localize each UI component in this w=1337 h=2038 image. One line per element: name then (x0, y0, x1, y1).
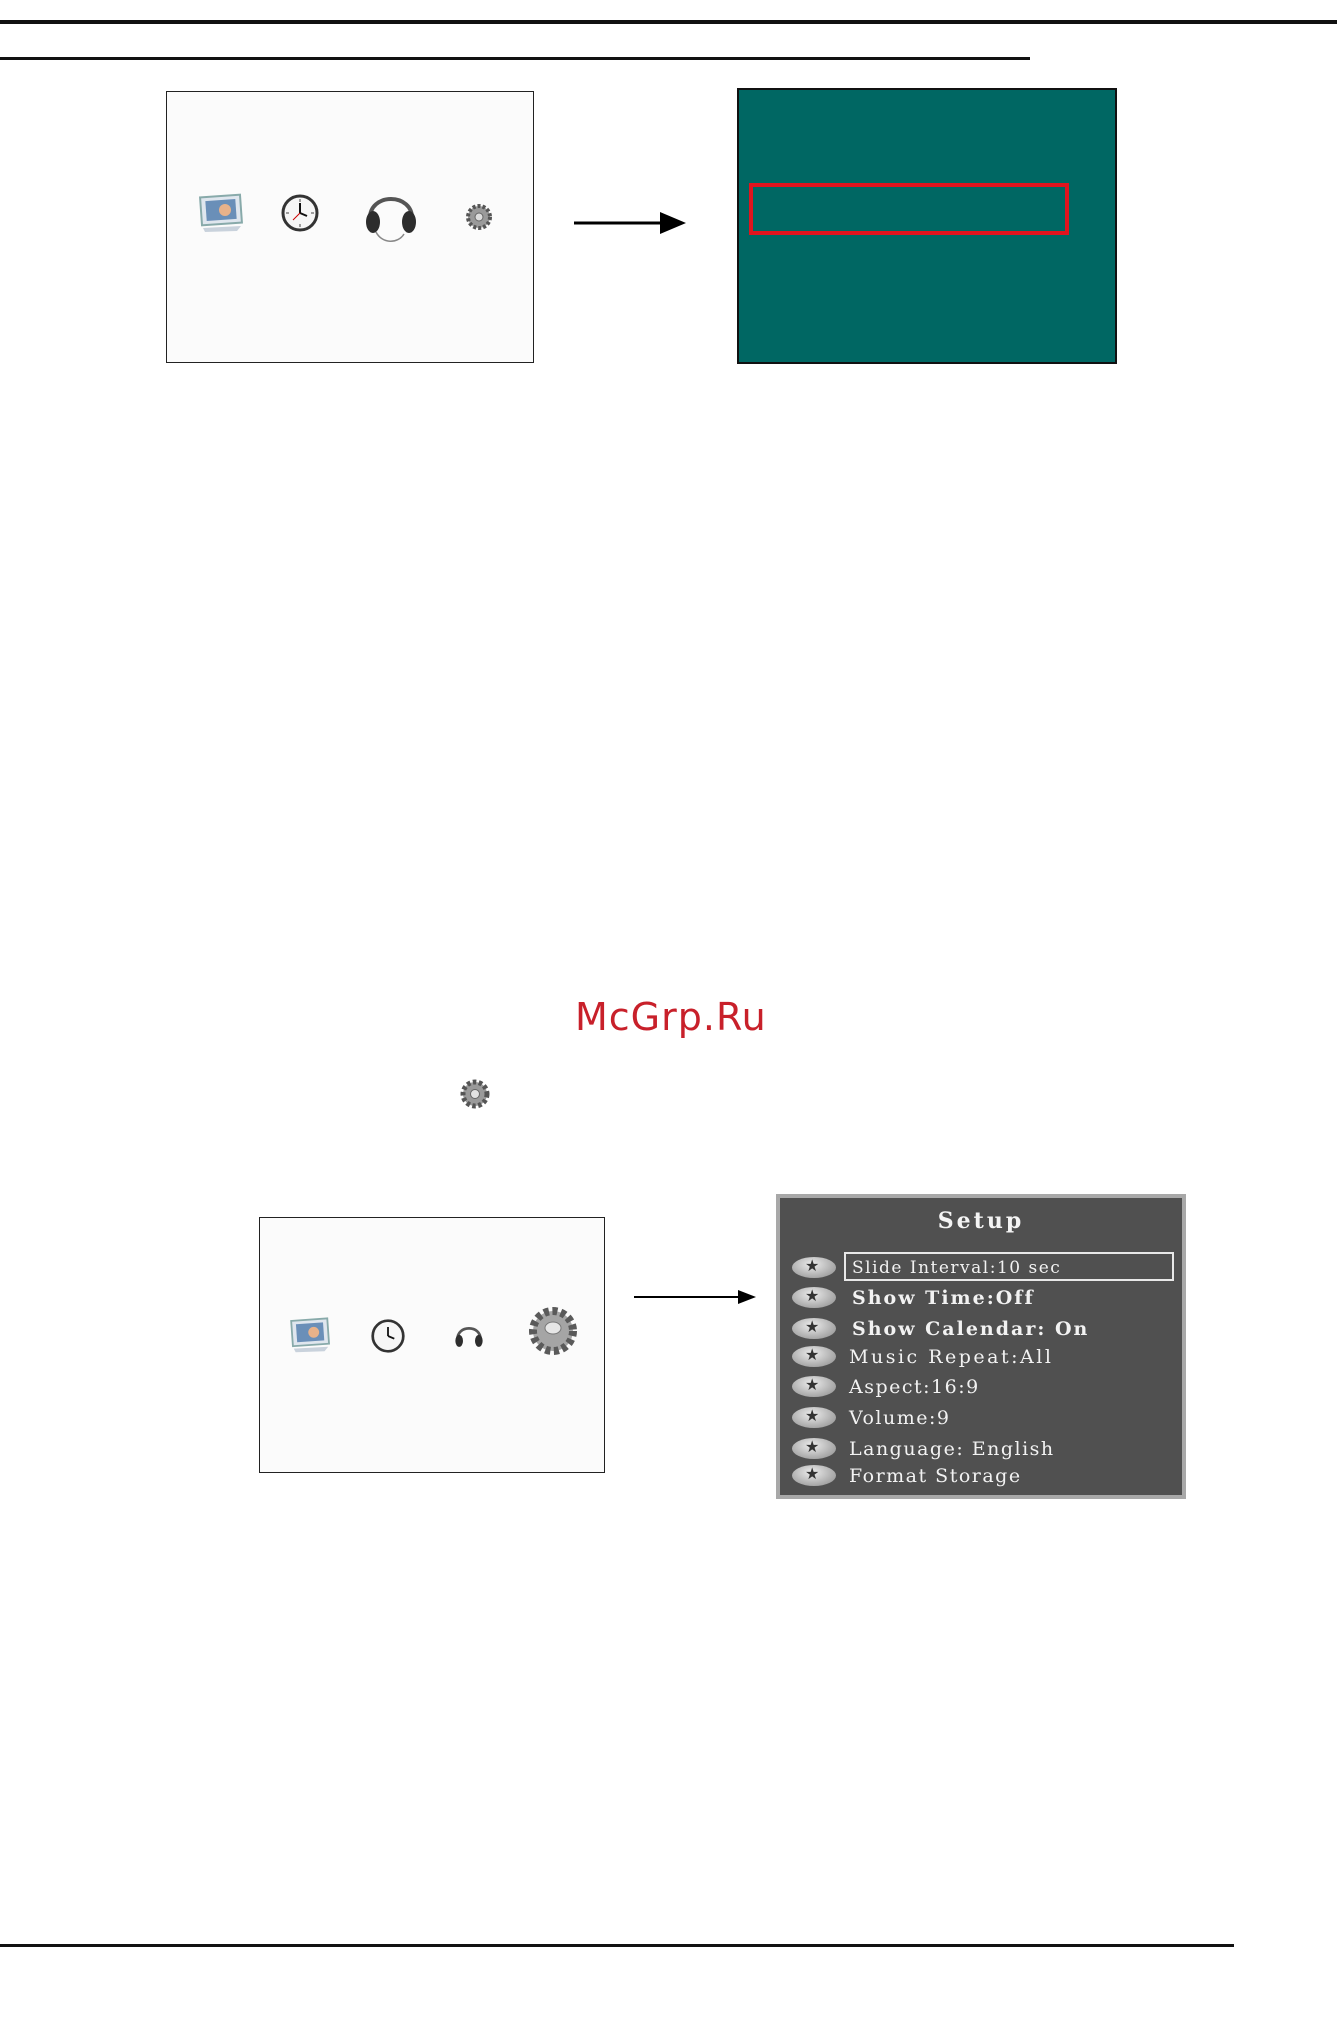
setup-item-volume[interactable] (792, 1405, 1176, 1431)
star-bullet-icon (792, 1465, 836, 1486)
star-bullet-icon (792, 1257, 836, 1278)
setup-item-language[interactable] (792, 1436, 1176, 1462)
gear-icon (464, 203, 494, 231)
main-menu-screen-music (166, 91, 534, 363)
header-rule-top (0, 20, 1337, 24)
gear-icon-inline (458, 1078, 492, 1110)
selected-track-highlight (749, 183, 1069, 235)
clock-icon (370, 1318, 406, 1354)
header-rule-bottom (0, 57, 1030, 60)
star-bullet-icon (792, 1346, 836, 1367)
setup-item-label: Slide Interval:10 sec (852, 1258, 1062, 1278)
clock-icon (280, 193, 320, 233)
photo-frame-icon (288, 1316, 334, 1354)
setup-item-show-calendar[interactable] (792, 1316, 1176, 1342)
setup-item-label: Show Time:Off (852, 1287, 1035, 1309)
star-bullet-icon (792, 1318, 836, 1339)
setup-title: Setup (937, 1208, 1025, 1234)
headphones-icon (453, 1318, 485, 1354)
setup-item-label: Volume:9 (849, 1407, 951, 1429)
setup-menu-screen (776, 1194, 1186, 1499)
footer-rule (0, 1944, 1234, 1947)
watermark: McGrp.Ru (575, 995, 767, 1039)
setup-item-show-time[interactable] (792, 1285, 1176, 1311)
setup-item-label: Music Repeat:All (849, 1346, 1054, 1368)
star-bullet-icon (792, 1376, 836, 1397)
setup-item-label: Format Storage (849, 1465, 1022, 1487)
arrow-right-icon (634, 1288, 756, 1306)
star-bullet-icon (792, 1287, 836, 1308)
setup-item-aspect[interactable] (792, 1374, 1176, 1400)
star-bullet-icon (792, 1438, 836, 1459)
star-bullet-icon (792, 1407, 836, 1428)
setup-item-label: Aspect:16:9 (849, 1376, 980, 1398)
setup-item-label: Language: English (849, 1438, 1055, 1460)
setup-item-format-storage[interactable] (792, 1463, 1176, 1489)
photo-frame-icon (197, 192, 247, 234)
headphones-icon (362, 180, 420, 246)
music-playback-screen (737, 88, 1117, 364)
setup-item-label: Show Calendar: On (852, 1318, 1090, 1340)
setup-item-slide-interval[interactable] (792, 1255, 1176, 1281)
main-menu-screen-setup (259, 1217, 605, 1473)
gear-icon (524, 1304, 582, 1358)
arrow-right-icon (574, 210, 686, 236)
setup-item-music-repeat[interactable] (792, 1344, 1176, 1370)
